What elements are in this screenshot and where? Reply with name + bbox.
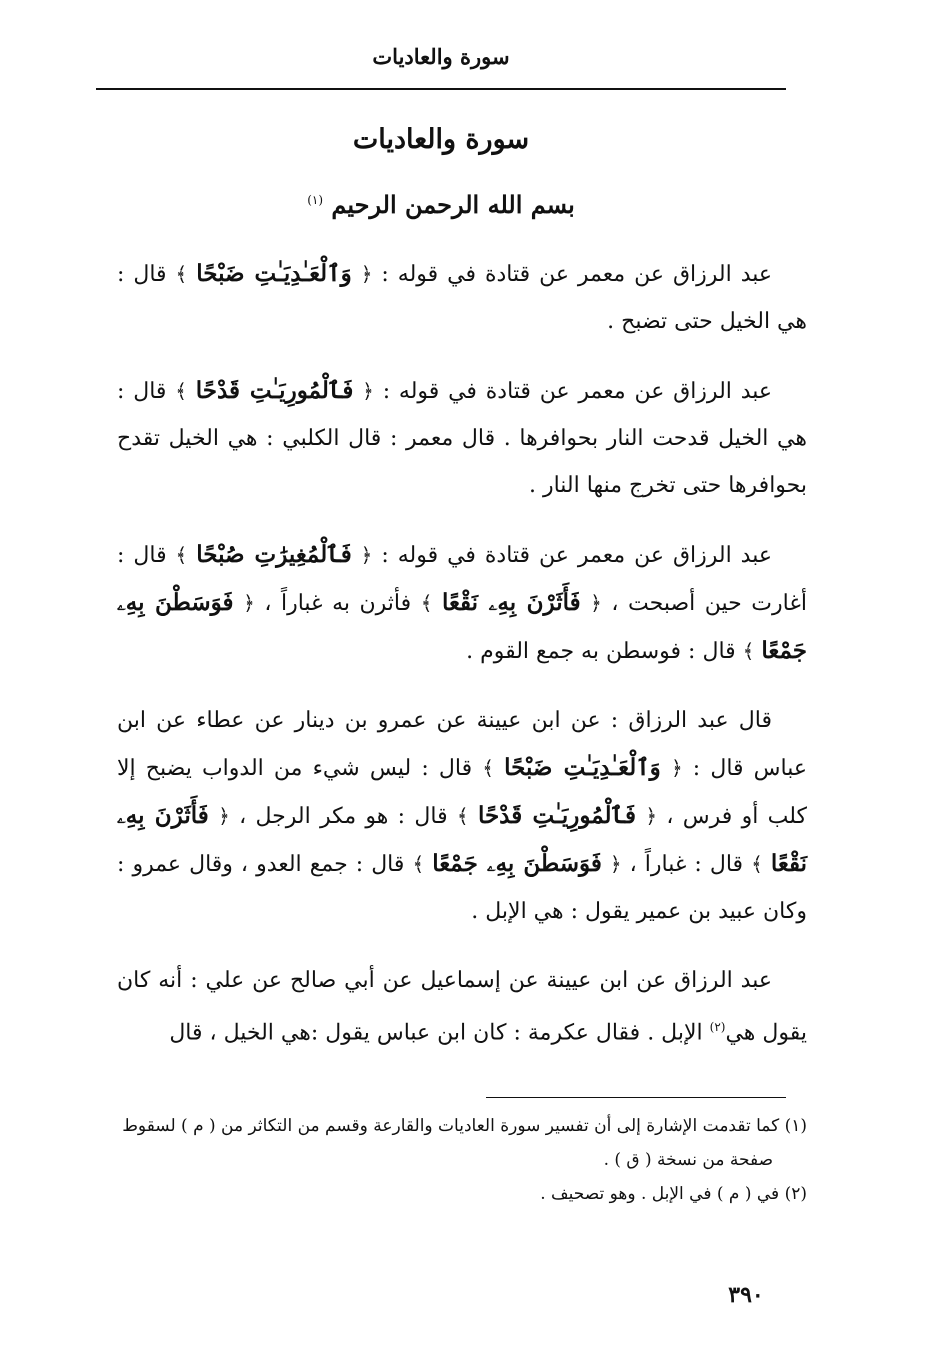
p2-intro: عبد الرزاق عن معمر عن قتادة في قوله : — [373, 379, 773, 404]
p3-verse-3: فَوَسَطْنَ بِهِۦ جَمْعًا — [117, 589, 807, 664]
paragraph-5 — [117, 957, 807, 1056]
verse-close-brace: ﴾ — [412, 852, 425, 876]
footnote-1-line-2: صفحة من نسخة ( ق ) . — [603, 1150, 773, 1170]
p3-verse-1: فَٱلْمُغِيرَٰتِ صُبْحًا — [196, 541, 352, 568]
p1-verse: وَٱلْعَـٰدِيَـٰتِ ضَبْحًا — [196, 260, 352, 287]
verse-open-brace: ﴿ — [243, 591, 255, 615]
verse-open-brace: ﴿ — [360, 262, 373, 286]
header-divider — [96, 88, 786, 90]
verse-open-brace: ﴿ — [362, 379, 374, 403]
verse-close-brace: ﴾ — [482, 756, 494, 780]
p3-mid-2: فأثرن به غباراً ، — [254, 591, 421, 616]
p5-rest: الإبل . فقال عكرمة : كان ابن عباس يقول :هي الخيل ، قال — [169, 1020, 710, 1046]
p3-verse-2: فَأَثَرْنَ بِهِۦ نَقْعًا — [441, 589, 581, 616]
verse-close-brace: ﴾ — [751, 852, 763, 876]
p5-intro: عبد الرزاق عن ابن عيينة عن إسماعيل عن أبي صالح عن علي : أنه كان يقول هي — [117, 968, 807, 1046]
p4-verse-3: فَأَثَرْنَ بِهِۦ نَقْعًا — [117, 802, 807, 877]
footnotes — [107, 1110, 807, 1212]
paragraph-4 — [117, 697, 807, 935]
p4-rest: قال : جمع العدو ، وقال عمرو : وكان عبيد بن عمير يقول : هي الإبل . — [117, 852, 807, 924]
p3-rest: قال : فوسطن به جمع القوم . — [466, 639, 743, 664]
body-text — [117, 250, 807, 1078]
p4-intro: قال عبد الرزاق : عن ابن عيينة عن عمرو بن دينار عن عطاء عن ابن عباس قال : — [117, 708, 807, 781]
verse-close-brace: ﴾ — [175, 379, 187, 403]
verse-open-brace: ﴿ — [670, 756, 683, 780]
p2-rest: قال : هي الخيل قدحت النار بحوافرها . قال معمر : قال الكلبي : هي الخيل تقدح بحوافرها حتى تخرج منها النار . — [117, 379, 807, 498]
verse-open-brace: ﴿ — [360, 543, 373, 567]
basmala-text: بسم الله الرحمن الرحيم — [331, 190, 575, 219]
p4-verse-4: فَوَسَطْنَ بِهِۦ جَمْعًا — [432, 850, 602, 877]
verse-open-brace: ﴿ — [645, 804, 658, 828]
verse-open-brace: ﴿ — [218, 804, 230, 828]
p2-verse: فَٱلْمُورِيَـٰتِ قَدْحًا — [195, 377, 354, 404]
surah-title: سورة والعاديات — [352, 124, 530, 155]
paragraph-3 — [117, 531, 807, 675]
p4-verse-1: وَٱلْعَـٰدِيَـٰتِ ضَبْحًا — [504, 754, 661, 781]
verse-close-brace: ﴾ — [456, 804, 469, 828]
footnote-divider — [486, 1097, 786, 1098]
p1-rest: قال : هي الخيل حتى تضبح . — [117, 262, 807, 334]
page-number: ٣٩٠ — [728, 1282, 764, 1308]
p3-intro: عبد الرزاق عن معمر عن قتادة في قوله : — [372, 543, 772, 568]
verse-close-brace: ﴾ — [742, 639, 755, 663]
verse-close-brace: ﴾ — [175, 543, 188, 567]
verse-open-brace: ﴿ — [590, 591, 602, 615]
basmala-line — [96, 190, 786, 219]
p4-mid-3: قال : غباراً ، — [621, 852, 752, 877]
running-header: سورة والعاديات — [372, 44, 510, 69]
verse-close-brace: ﴾ — [420, 591, 433, 615]
p1-intro: عبد الرزاق عن معمر عن قتادة في قوله : — [372, 262, 773, 287]
verse-close-brace: ﴾ — [175, 262, 188, 286]
footnote-1-line-1: (١) كما تقدمت الإشارة إلى أن تفسير سورة العاديات والقارعة وقسم من التكاثر من ( م ) لسقوط — [122, 1116, 807, 1136]
p4-verse-2: فَٱلْمُورِيَـٰتِ قَدْحًا — [477, 802, 637, 829]
p4-mid-1: قال : ليس شيء من الدواب يضبح إلا كلب أو فرس ، — [117, 756, 807, 829]
footnote-ref-1: (١) — [307, 193, 324, 207]
p3-mid-1: قال : أغارت حين أصبحت ، — [117, 543, 807, 616]
paragraph-2 — [117, 367, 807, 509]
footnote-ref-2: (٢) — [709, 1020, 726, 1034]
paragraph-1 — [117, 250, 807, 345]
p4-mid-2: قال : هو مكر الرجل ، — [229, 804, 457, 829]
footnote-2: (٢) في ( م ) في الإبل . وهو تصحيف . — [540, 1184, 807, 1204]
verse-open-brace: ﴿ — [609, 852, 622, 876]
